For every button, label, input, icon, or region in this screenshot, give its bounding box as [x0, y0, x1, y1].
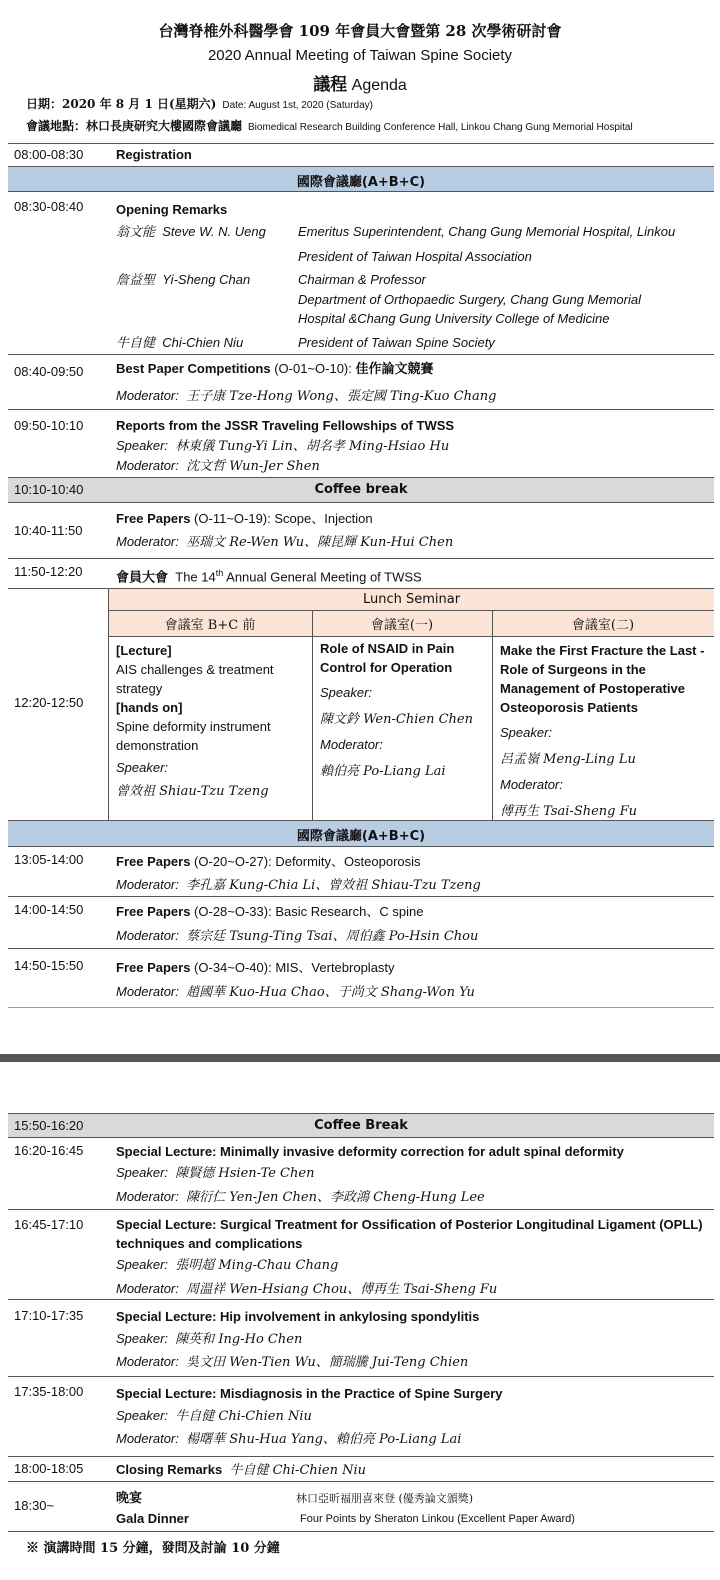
hall-banner: [8, 167, 714, 192]
text-s2-p2-a3: Hospital &Chang Gung University College of Medicine: [298, 311, 610, 326]
text-header-agenda-zh: 議程: [313, 75, 348, 95]
room-bc: 會議室 B+C 前: [164, 618, 256, 633]
text-s15-spk-label: Speaker:: [116, 1331, 169, 1346]
text-s17-name: 牛自健 Chi-Chien Niu: [229, 1463, 367, 1478]
text-s1-title: Registration: [116, 147, 192, 162]
text-s11-mod: 趙國華 Kuo-Hua Chao、于尚文 Shang-Won Yu: [186, 985, 475, 1000]
title-zh: 台灣脊椎外科醫學會 109 年會員大會暨第 28 次學術研討會: [158, 22, 562, 40]
session-general-meeting: [8, 559, 714, 589]
text-s15-spk: 陳英和 Ing-Ho Chen: [175, 1332, 303, 1347]
text-s8-r1-l1: [Lecture]: [116, 643, 172, 658]
text-s8-r1-l6: demonstration: [116, 738, 199, 753]
text-s2-time: 08:30-08:40: [14, 199, 84, 214]
text-s15-mod: 吳文田 Wen-Tien Wu、簡瑞騰 Jui-Teng Chien: [186, 1355, 469, 1370]
text-s16-mod-label: Moderator:: [116, 1431, 179, 1446]
text-s1-time: 08:00-08:30: [14, 147, 84, 162]
text-s18-time: 18:30~: [14, 1498, 55, 1513]
text-s14-spk-label: Speaker:: [116, 1257, 169, 1272]
text-s13-time: 16:20-16:45: [14, 1143, 84, 1158]
text-s4-time: 09:50-10:10: [14, 418, 84, 433]
text-s11-title-r: (O-34~O-40): MIS、Vertebroplasty: [190, 960, 395, 975]
text-s4-title: Reports from the JSSR Traveling Fellowships of TWSS: [116, 418, 455, 433]
text-s4-spk-label: Speaker:: [116, 438, 169, 453]
text-s8-r3-l3: Management of Postoperative: [500, 681, 685, 696]
text-s18-venue-zh: 林口亞昕福朋喜來登 (優秀論文頒獎): [296, 1492, 474, 1505]
session-best-paper: [8, 355, 714, 410]
text-s2-p2-a1: Chairman & Professor: [298, 272, 426, 287]
text-s7-sup: th: [215, 568, 224, 578]
text-s3-time: 08:40-09:50: [14, 364, 84, 379]
text-s6-title-r: (O-11~O-19): Scope、Injection: [190, 511, 373, 526]
session-special-lecture-3: [8, 1300, 714, 1377]
text-s14-mod: 周溫祥 Wen-Hsiang Chou、傅再生 Tsai-Sheng Fu: [186, 1282, 498, 1297]
session-free-papers-1: [8, 503, 714, 559]
text-s13-title: Special Lecture: Minimally invasive deformity correction for adult spinal deformity: [116, 1144, 624, 1159]
session-coffee-break: [8, 478, 714, 503]
text-s10-mod: 蔡宗廷 Tsung-Ting Tsai、周伯鑫 Po-Hsin Chou: [186, 929, 479, 944]
text-s10-mod-label: Moderator:: [116, 928, 179, 943]
text-s14-title2: techniques and complications: [116, 1236, 303, 1251]
text-s15-time: 17:10-17:35: [14, 1308, 84, 1323]
room-2: 會議室(二): [571, 618, 635, 633]
text-s18-title-en: Gala Dinner: [116, 1511, 189, 1526]
page-divider: [0, 1054, 720, 1062]
text-s2-p2-zh: 詹益聖: [116, 273, 156, 288]
text-s18-title-zh: 晚宴: [116, 1491, 143, 1506]
text-s14-title1: Special Lecture: Surgical Treatment for Ossification of Posterior Longitudinal Ligament (OPLL): [116, 1217, 703, 1232]
text-s9-title-b: Free Papers: [116, 854, 191, 869]
text-s10-title-r: (O-28~O-33): Basic Research、C spine: [190, 904, 424, 919]
text-s6-mod-label: Moderator:: [116, 534, 179, 549]
session-free-papers-4: [8, 949, 714, 1008]
text-s17-title: Closing Remarks: [116, 1462, 223, 1477]
session-special-lecture-1: [8, 1138, 714, 1210]
text-s2-p3-a1: President of Taiwan Spine Society: [298, 335, 495, 350]
text-s16-spk: 牛自健 Chi-Chien Niu: [175, 1409, 312, 1424]
text-s2-p3-zh: 牛自健: [116, 336, 156, 351]
meeting-venue: [26, 117, 633, 134]
hall-banner-2: [8, 821, 714, 847]
text-header-venue-zh: 會議地點：林口長庚研究大樓國際會議廳: [26, 119, 243, 133]
session-special-lecture-4: [8, 1377, 714, 1457]
text-s8-r3-l1: Make the First Fracture the Last -: [500, 643, 705, 658]
text-s8-r1-spk-label: Speaker:: [116, 760, 169, 775]
text-s9-mod-label: Moderator:: [116, 877, 179, 892]
text-s8-r1-l5: Spine deformity instrument: [116, 719, 271, 734]
text-s15-mod-label: Moderator:: [116, 1354, 179, 1369]
text-s9-title-r: (O-20~O-27): Deformity、Osteoporosis: [190, 854, 421, 869]
text-s2-p1-zh: 翁文能: [116, 225, 156, 240]
lunch-col-1: [116, 641, 311, 802]
text-s7-title-zh: 會員大會: [116, 570, 169, 586]
meeting-date: [26, 95, 373, 112]
text-s2-p1-a1: Emeritus Superintendent, Chang Gung Memorial Hospital, Linkou: [298, 224, 676, 239]
text-s6-title-b: Free Papers: [116, 511, 191, 526]
text-s13-mod: 陳衍仁 Yen-Jen Chen、李政鴻 Cheng-Hung Lee: [186, 1190, 485, 1205]
session-special-lecture-2: [8, 1210, 714, 1300]
text-s13-mod-label: Moderator:: [116, 1189, 179, 1204]
session-closing-remarks: [8, 1457, 714, 1482]
text-s3-title-zh: 佳作論文競賽: [355, 362, 434, 377]
text-s3-title-r: (O-01~O-10):: [270, 361, 356, 376]
text-s18-venue-en: Four Points by Sheraton Linkou (Excellent Paper Award): [300, 1513, 575, 1525]
text-s2-p2-en: Yi-Sheng Chan: [162, 272, 251, 287]
text-s4-spk: 林東儀 Tung-Yi Lin、胡名孝 Ming-Hsiao Hu: [175, 439, 450, 454]
session-free-papers-3: [8, 897, 714, 949]
session-lunch-seminar: [8, 589, 714, 821]
text-s13-spk: 陳賢德 Hsien-Te Chen: [175, 1166, 315, 1181]
text-header-date-en: Date: August 1st, 2020 (Saturday): [222, 100, 373, 111]
text-s8-time: 12:20-12:50: [14, 695, 84, 710]
text-s6-mod: 巫瑞文 Re-Wen Wu、陳昆輝 Kun-Hui Chen: [186, 535, 454, 550]
text-s14-spk: 張明超 Ming-Chau Chang: [175, 1258, 339, 1273]
text-s5-title: Coffee break: [314, 482, 408, 497]
session-opening-remarks: [8, 192, 714, 355]
text-s12-title: Coffee Break: [314, 1118, 408, 1133]
text-s4-mod-label: Moderator:: [116, 458, 179, 473]
text-s11-title-b: Free Papers: [116, 960, 191, 975]
text-s5-time: 10:10-10:40: [14, 482, 84, 497]
text-s13-spk-label: Speaker:: [116, 1165, 169, 1180]
text-s8-banner: Lunch Seminar: [362, 592, 461, 607]
text-s8-r3-l4: Osteoporosis Patients: [500, 700, 638, 715]
title-en: 2020 Annual Meeting of Taiwan Spine Society: [207, 47, 513, 64]
text-s8-r1-l3: strategy: [116, 681, 163, 696]
text-header-agenda-en: Agenda: [351, 77, 407, 94]
text-s8-r3-l2: Role of Surgeons in the: [500, 662, 646, 677]
text-s2-p1-a2: President of Taiwan Hospital Association: [298, 249, 532, 264]
text-s4-mod: 沈文哲 Wun-Jer Shen: [186, 459, 320, 474]
text-s8-r1-spk: 曾效祖 Shiau-Tzu Tzeng: [116, 784, 269, 799]
room-1: 會議室(一): [370, 618, 434, 633]
text-s9-mod: 李孔嘉 Kung-Chia Li、曾效祖 Shiau-Tzu Tzeng: [186, 878, 481, 893]
session-coffee-break-2: [8, 1113, 714, 1138]
text-s7-title-en2: Annual General Meeting of TWSS: [223, 569, 422, 585]
footnote: ※ 演講時間 15 分鐘，發問及討論 10 分鐘: [26, 1541, 280, 1556]
session-gala-dinner: [8, 1482, 714, 1532]
text-s16-mod: 楊曙華 Shu-Hua Yang、賴伯亮 Po-Liang Lai: [186, 1432, 462, 1447]
text-s2-p3-en: Chi-Chien Niu: [162, 335, 244, 350]
text-s8-r3-mod-label: Moderator:: [500, 777, 563, 792]
text-header-venue-en: Biomedical Research Building Conference Hall, Linkou Chang Gung Memorial Hospital: [248, 122, 633, 133]
text-header-date-zh: 日期：2020 年 8 月 1 日(星期六): [26, 97, 217, 111]
text-s9-time: 13:05-14:00: [14, 852, 84, 867]
agenda-heading: [0, 70, 720, 95]
text-s8-r1-l2: AIS challenges & treatment: [116, 662, 274, 677]
text-s2-title: Opening Remarks: [116, 202, 228, 217]
text-s14-time: 16:45-17:10: [14, 1217, 84, 1232]
session-free-papers-2: [8, 847, 714, 897]
text-s15-title: Special Lecture: Hip involvement in ankylosing spondylitis: [116, 1309, 480, 1324]
text-s7-time: 11:50-12:20: [14, 564, 83, 579]
text-hall: 國際會議廳(A+B+C): [296, 175, 426, 190]
text-s16-spk-label: Speaker:: [116, 1408, 169, 1423]
text-hall: 國際會議廳(A+B+C): [296, 829, 426, 844]
text-s8-r3-mod: 傅再生 Tsai-Sheng Fu: [500, 804, 638, 819]
text-s7-title-en: The 14: [175, 569, 216, 585]
session-jssr-reports: [8, 410, 714, 478]
text-s12-time: 15:50-16:20: [14, 1118, 84, 1133]
text-s8-r2-spk: 陳文鈐 Wen-Chien Chen: [320, 712, 473, 727]
text-s10-title-b: Free Papers: [116, 904, 191, 919]
text-s8-r3-spk-label: Speaker:: [500, 725, 553, 740]
text-s8-r2-mod-label: Moderator:: [320, 737, 383, 752]
session-registration: [8, 143, 714, 167]
text-s2-p2-a2: Department of Orthopaedic Surgery, Chang Gung Memorial: [298, 292, 641, 307]
text-s8-r2-spk-label: Speaker:: [320, 685, 373, 700]
text-s17-time: 18:00-18:05: [14, 1461, 84, 1476]
text-s8-r3-spk: 呂孟嶺 Meng-Ling Lu: [500, 752, 636, 767]
text-s8-r1-l4: [hands on]: [116, 700, 183, 715]
text-s8-r2-l1: Role of NSAID in Pain: [320, 641, 455, 656]
text-s10-time: 14:00-14:50: [14, 902, 84, 917]
text-s2-p1-en: Steve W. N. Ueng: [162, 224, 266, 239]
text-s11-mod-label: Moderator:: [116, 984, 179, 999]
lunch-col-2: [320, 639, 490, 781]
text-s8-r2-mod: 賴伯亮 Po-Liang Lai: [320, 764, 446, 779]
lunch-col-3: [500, 641, 714, 821]
text-s3-title-b: Best Paper Competitions: [116, 361, 271, 376]
text-s16-time: 17:35-18:00: [14, 1384, 84, 1399]
text-s16-title: Special Lecture: Misdiagnosis in the Practice of Spine Surgery: [116, 1386, 503, 1401]
text-s14-mod-label: Moderator:: [116, 1281, 179, 1296]
text-s8-r2-l2: Control for Operation: [320, 660, 453, 675]
text-s3-mod: 王子康 Tze-Hong Wong、張定國 Ting-Kuo Chang: [186, 389, 497, 404]
text-s11-time: 14:50-15:50: [14, 958, 84, 973]
text-s6-time: 10:40-11:50: [14, 523, 83, 538]
text-s3-mod-label: Moderator:: [116, 388, 179, 403]
